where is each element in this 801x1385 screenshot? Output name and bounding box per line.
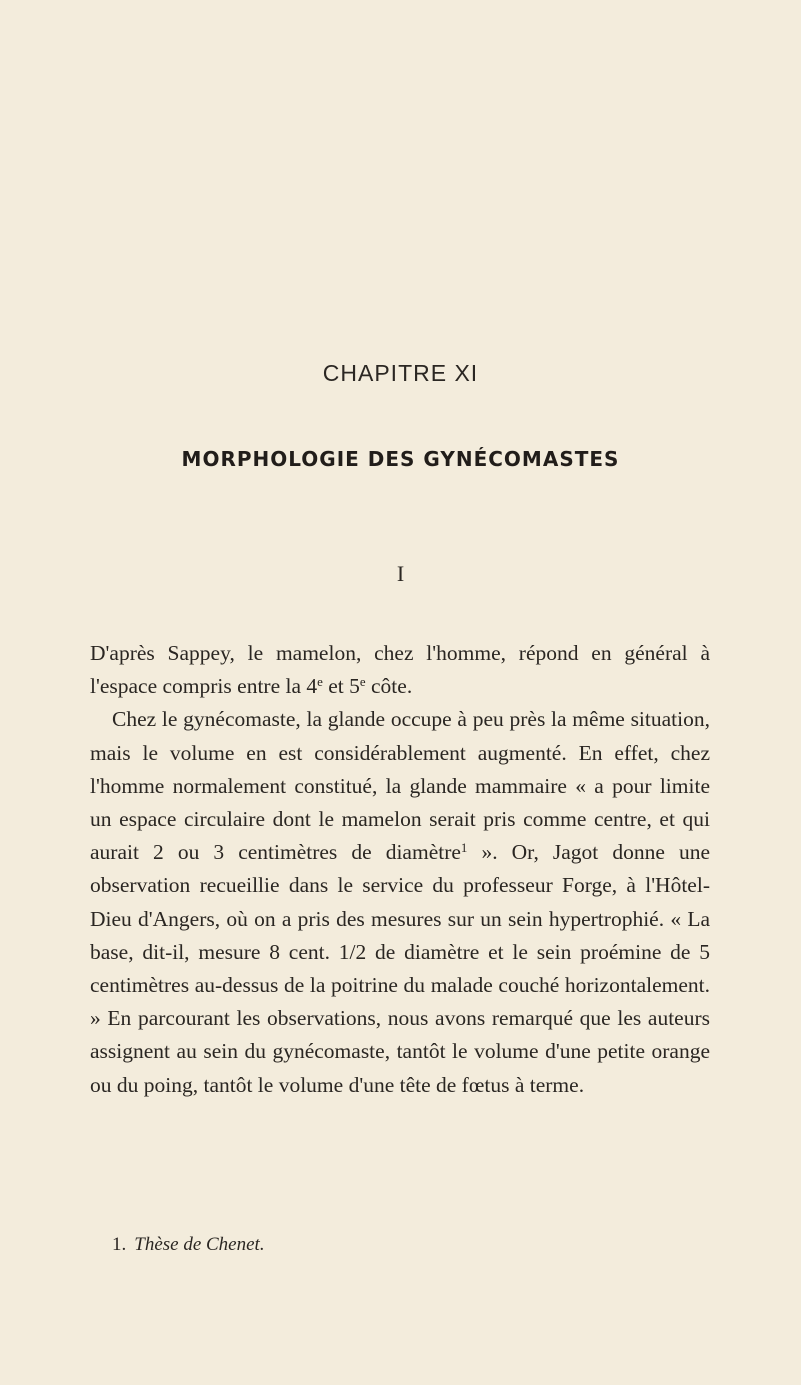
body-text (90, 637, 710, 1102)
ordinal-superscript: e (359, 675, 366, 690)
paragraph-2: Chez le gynécomaste, la glande occupe à peu près la même situation, mais le volume en est considérablement augmenté. En effet, chez l'homme normalement constitué, la glande mammaire « a pour limite un espace circulaire dont le mamelon serait pris comme centre, et qui aurait 2 ou 3 centimètres de diamètre$^1$ ». Or, Jagot donne une observation recueillie dans le service du professeur Forge, à l'Hôtel-Dieu d'Angers, où on a pris des mesures sur un sein hypertrophié. « La base, dit-il, mesure 8 cent. 1/2 de diamètre et le sein proémine de 5 centimètres au-dessus de la poitrine du malade couché horizontalement. » En parcourant les observations, nous avons remarqué que les auteurs assignent au sein du gynécomaste, tantôt le volume d'une petite orange ou du poing, tantôt le volume d'une tête de fœtus à terme. (90, 707, 710, 1097)
chapter-heading: CHAPITRE XI (322, 360, 479, 386)
footnote-number: 1. (112, 1234, 127, 1255)
footnote (112, 1234, 712, 1256)
paragraph-1: D'après Sappey, le mamelon, chez l'homme, répond en général à l'espace compris entre la 4e et 5e côte. (90, 641, 710, 699)
footnote-text: Thèse de Chenet. (134, 1234, 265, 1255)
section-number: I (396, 561, 405, 586)
footnote-reference: 1 (460, 841, 468, 856)
chapter-title: MORPHOLOGIE DES GYNÉCOMASTES (181, 447, 620, 471)
ordinal-superscript: e (317, 675, 323, 690)
